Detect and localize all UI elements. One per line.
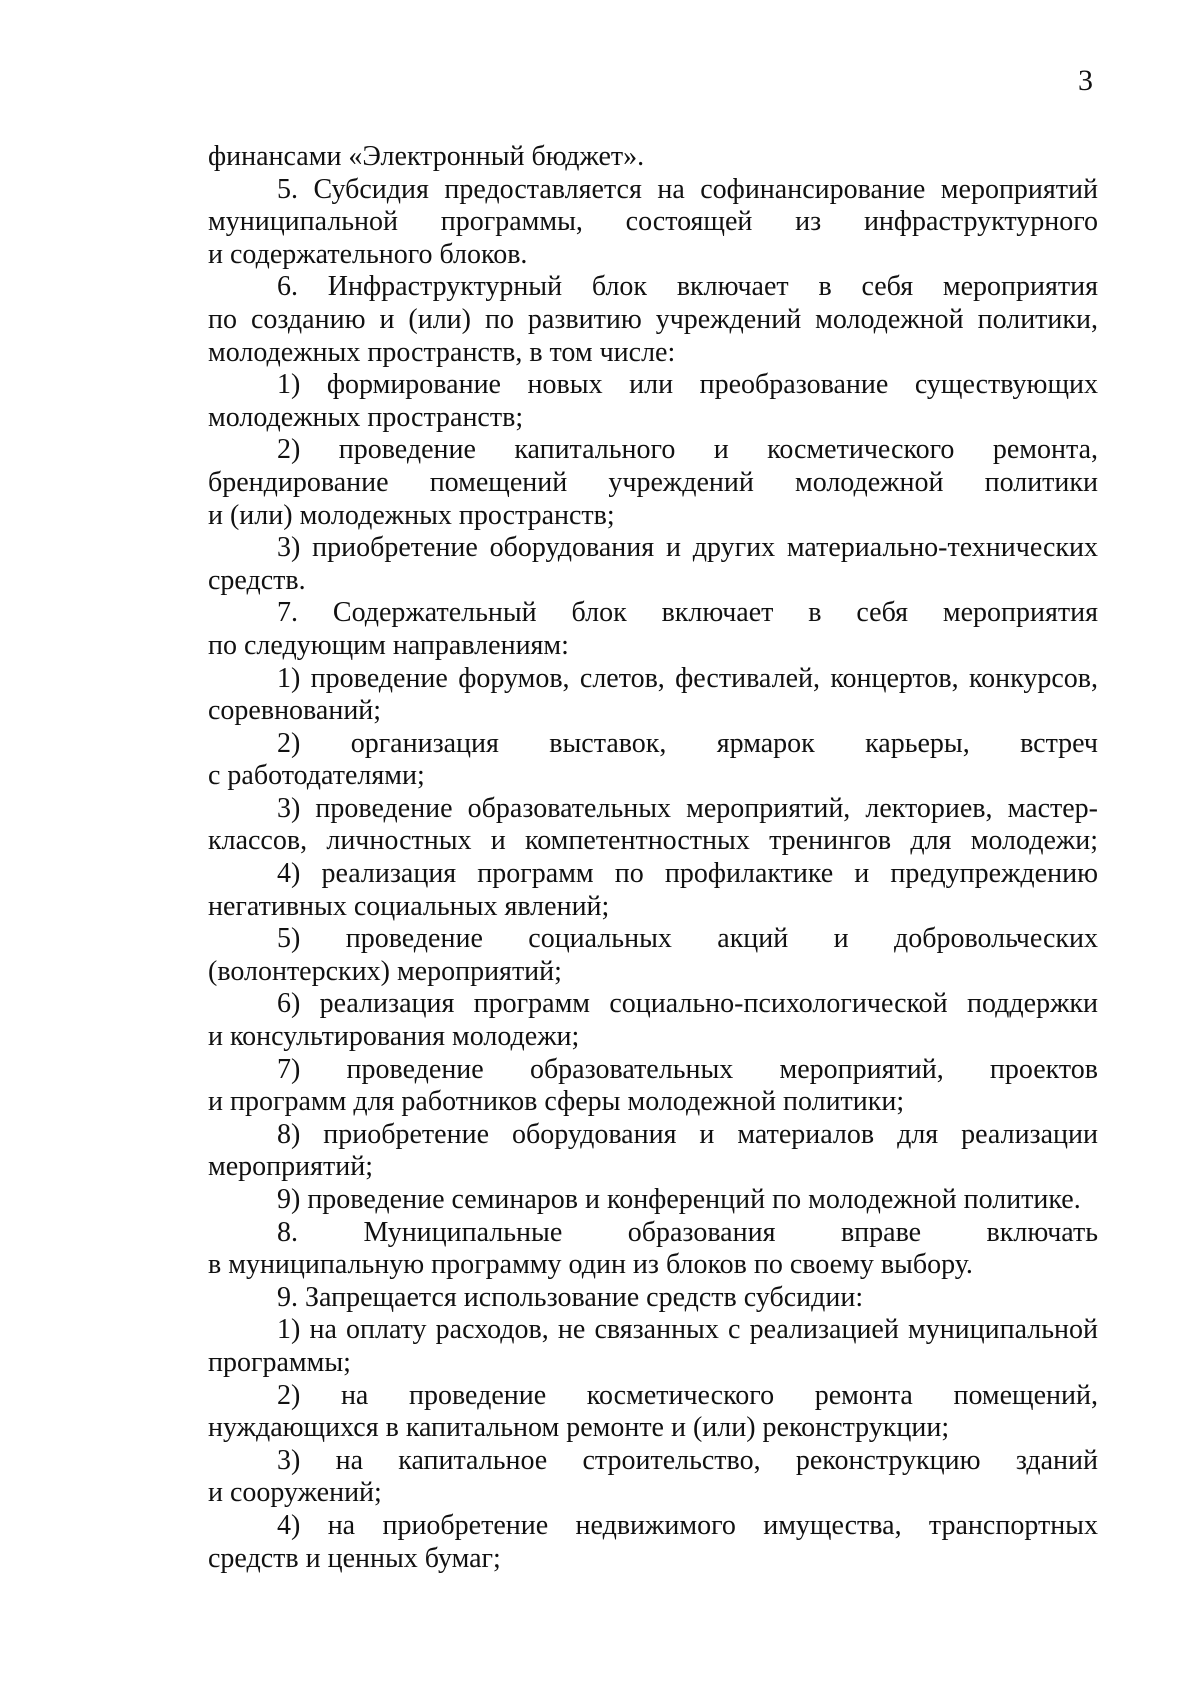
text-line: мероприятий; (208, 1151, 373, 1183)
text-line: муниципальной программы, состоящей из инфраструктурного (208, 206, 1098, 238)
text-line: 7. Содержательный блок включает в себя мероприятия (277, 597, 1098, 629)
text-line: и программ для работников сферы молодежной политики; (208, 1086, 905, 1118)
document-body (208, 141, 1098, 1575)
text-line: по следующим направлениям: (208, 629, 569, 661)
text-line: 4) реализация программ по профилактике и предупреждению (277, 858, 1098, 890)
text-line: 9) проведение семинаров и конференций по молодежной политике. (277, 1184, 1081, 1215)
text-line: 9. Запрещается использование средств субсидии: (277, 1281, 864, 1313)
text-line: 5. Субсидия предоставляется на софинансирование мероприятий (277, 173, 1098, 205)
text-line: брендирование помещений учреждений молодежной политики (208, 466, 1098, 498)
text-line: 3) приобретение оборудования и других материально-технических (277, 532, 1098, 564)
text-line: 5) проведение социальных акций и добровольческих (277, 923, 1098, 955)
text-line: 3) проведение образовательных мероприятий, лекториев, мастер- (277, 792, 1098, 824)
text-line: 8. Муниципальные образования вправе включать (277, 1216, 1098, 1248)
text-line: негативных социальных явлений; (208, 890, 610, 922)
text-line: соревнований; (208, 695, 382, 727)
text-line: 6) реализация программ социально-психологической поддержки (277, 988, 1098, 1020)
text-line: средств. (208, 564, 306, 596)
text-line: (волонтерских) мероприятий; (208, 955, 562, 987)
text-line: молодежных пространств; (208, 401, 524, 433)
text-line: 2) проведение капитального и косметического ремонта, (277, 434, 1098, 466)
text-line: 8) приобретение оборудования и материалов для реализации (277, 1118, 1098, 1150)
text-line: по созданию и (или) по развитию учреждений молодежной политики, (208, 303, 1098, 335)
text-line: молодежных пространств, в том числе: (208, 336, 676, 368)
text-line: 7) проведение образовательных мероприятий, проектов (277, 1053, 1098, 1085)
text-line: средств и ценных бумаг; (208, 1542, 501, 1574)
text-line: в муниципальную программу один из блоков по своему выбору. (208, 1249, 973, 1281)
page-number: 3 (1078, 64, 1093, 97)
text-line: 6. Инфраструктурный блок включает в себя мероприятия (277, 271, 1098, 303)
text-line: 1) на оплату расходов, не связанных с реализацией муниципальной (277, 1314, 1098, 1346)
text-line: классов, личностных и компетентностных тренингов для молодежи; (208, 825, 1098, 857)
text-line: 2) на проведение косметического ремонта помещений, (277, 1379, 1098, 1411)
text-line: 1) формирование новых или преобразование существующих (277, 369, 1098, 401)
text-line: 3) на капитальное строительство, реконструкцию зданий (277, 1444, 1098, 1476)
text-line: и консультирования молодежи; (208, 1021, 580, 1053)
text-line: и сооружений; (208, 1477, 382, 1509)
text-line: финансами «Электронный бюджет». (208, 141, 645, 172)
text-line: и (или) молодежных пространств; (208, 499, 615, 531)
text-line: нуждающихся в капитальном ремонте и (или) реконструкции; (208, 1412, 950, 1444)
text-line: 4) на приобретение недвижимого имущества, транспортных (277, 1509, 1098, 1541)
text-line: и содержательного блоков. (208, 238, 528, 270)
text-line: 1) проведение форумов, слетов, фестивалей, концертов, конкурсов, (277, 662, 1098, 694)
text-line: 2) организация выставок, ярмарок карьеры, встреч (277, 727, 1098, 759)
text-line: программы; (208, 1346, 351, 1378)
text-line: с работодателями; (208, 760, 425, 792)
